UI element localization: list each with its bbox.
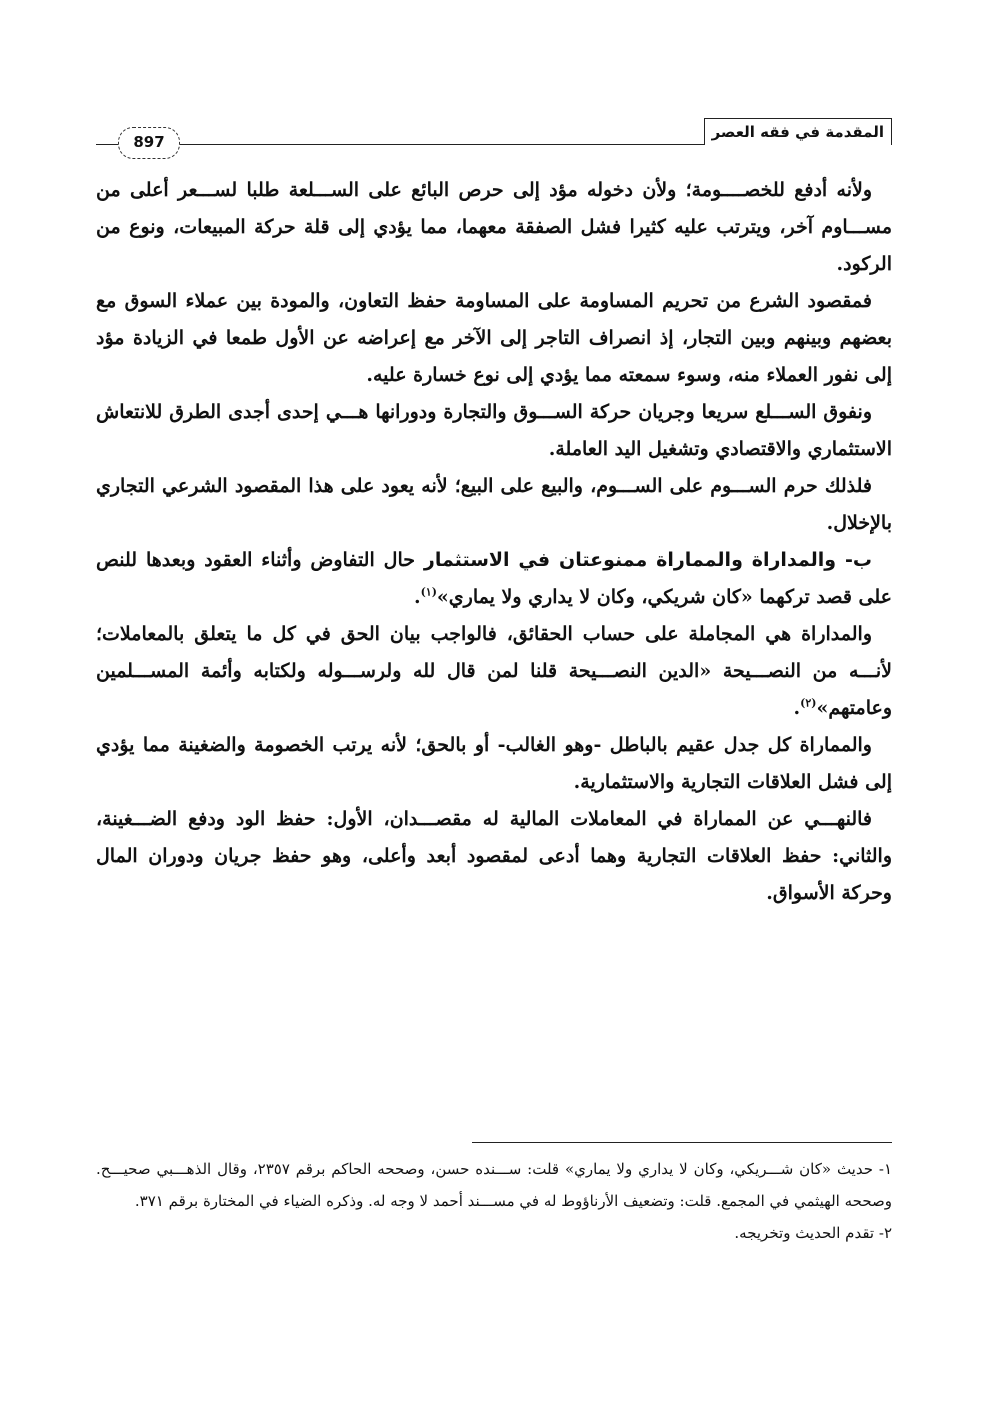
paragraph: ولأنه أدفع للخصــــومة؛ ولأن دخوله مؤد إلى حرص البائع على الســـلعة طلبا لســـعر أعلى من مســـاوم آخر، ويترتب عليه كثيرا فشل الصفقة معهما، مما يؤدي إلى قلة حركة المبيعات، ونوع من الركود. (96, 179, 892, 275)
paragraph-text: حال التفاوض وأثناء العقود وبعدها للنص على قصد تركهما «كان شريكي، وكان لا يداري ولا يماري» (96, 549, 892, 608)
paragraph: فالنهـــي عن المماراة في المعاملات المالية له مقصـــدان، الأول: حفظ الود ودفع الضـــغينة، والثاني: حفظ العلاقات التجارية وهما أدعى لمقصود أبعد وأعلى، وهو حفظ جريان ودوران المال وحركة الأسواق. (96, 808, 892, 904)
paragraph: فمقصود الشرع من تحريم المساومة على المساومة حفظ التعاون، والمودة بين عملاء السوق مع بعضهم وبينهم وبين التجار، إذ انصراف التاجر إلى الآخر مع إعراضه عن الأول طمعا في الزيادة مؤد إلى نفور العملاء منه، وسوء سمعته مما يؤدي إلى نوع خسارة عليه. (96, 290, 892, 386)
page-number: 897 (118, 127, 180, 159)
footnotes (96, 1153, 892, 1249)
footnote-divider (472, 1142, 892, 1143)
page-header (96, 118, 892, 151)
main-text (96, 172, 892, 912)
book-title: المقدمة في فقه العصر (704, 118, 892, 145)
footnote-2: ٢- تقدم الحديث وتخريجه. (734, 1224, 892, 1242)
paragraph-text: والمداراة هي المجاملة على حساب الحقائق، فالواجب بيان الحق في كل ما يتعلق بالمعاملات؛ لأنـــه من النصـــيحة «الدين النصـــيحة قلنا لمن قال لله ولرســـوله ولكتابه وأئمة المســـلمين وعامتهم» (96, 623, 892, 719)
paragraph (96, 616, 892, 727)
paragraph-end: . (413, 586, 421, 608)
paragraph: والمماراة كل جدل عقيم بالباطل -وهو الغالب- أو بالحق؛ لأنه يرتب الخصومة والضغينة مما يؤدي إلى فشل العلاقات التجارية والاستثمارية. (96, 734, 892, 793)
footnote-ref-1[interactable]: (١) (420, 585, 437, 599)
paragraph (96, 542, 892, 616)
paragraph-end: . (793, 697, 801, 719)
section-heading-b: ب- والمداراة والمماراة ممنوعتان في الاستثمار (423, 549, 872, 571)
footnote-ref-2[interactable]: (٢) (800, 696, 817, 710)
paragraph: فلذلك حرم الســـوم على الســـوم، والبيع على البيع؛ لأنه يعود على هذا المقصود الشرعي التجاري بالإخلال. (96, 475, 892, 534)
footnote-1: ١- حديث «كان شـــريكي، وكان لا يداري ولا يماري» قلت: ســـنده حسن، وصححه الحاكم برقم ٢٣٥٧، وقال الذهـــبي صحيـــح. وصححه الهيثمي في المجمع. قلت: وتضعيف الأرناؤوط له في مســـند أحمد لا وجه له. وذكره الضياء في المختارة برقم ٣٧١. (96, 1160, 892, 1210)
paragraph: ونفوق الســـلع سريعا وجريان حركة الســـوق والتجارة ودورانها هـــي إحدى أجدى الطرق للانتعاش الاستثماري والاقتصادي وتشغيل اليد العاملة. (96, 401, 892, 460)
